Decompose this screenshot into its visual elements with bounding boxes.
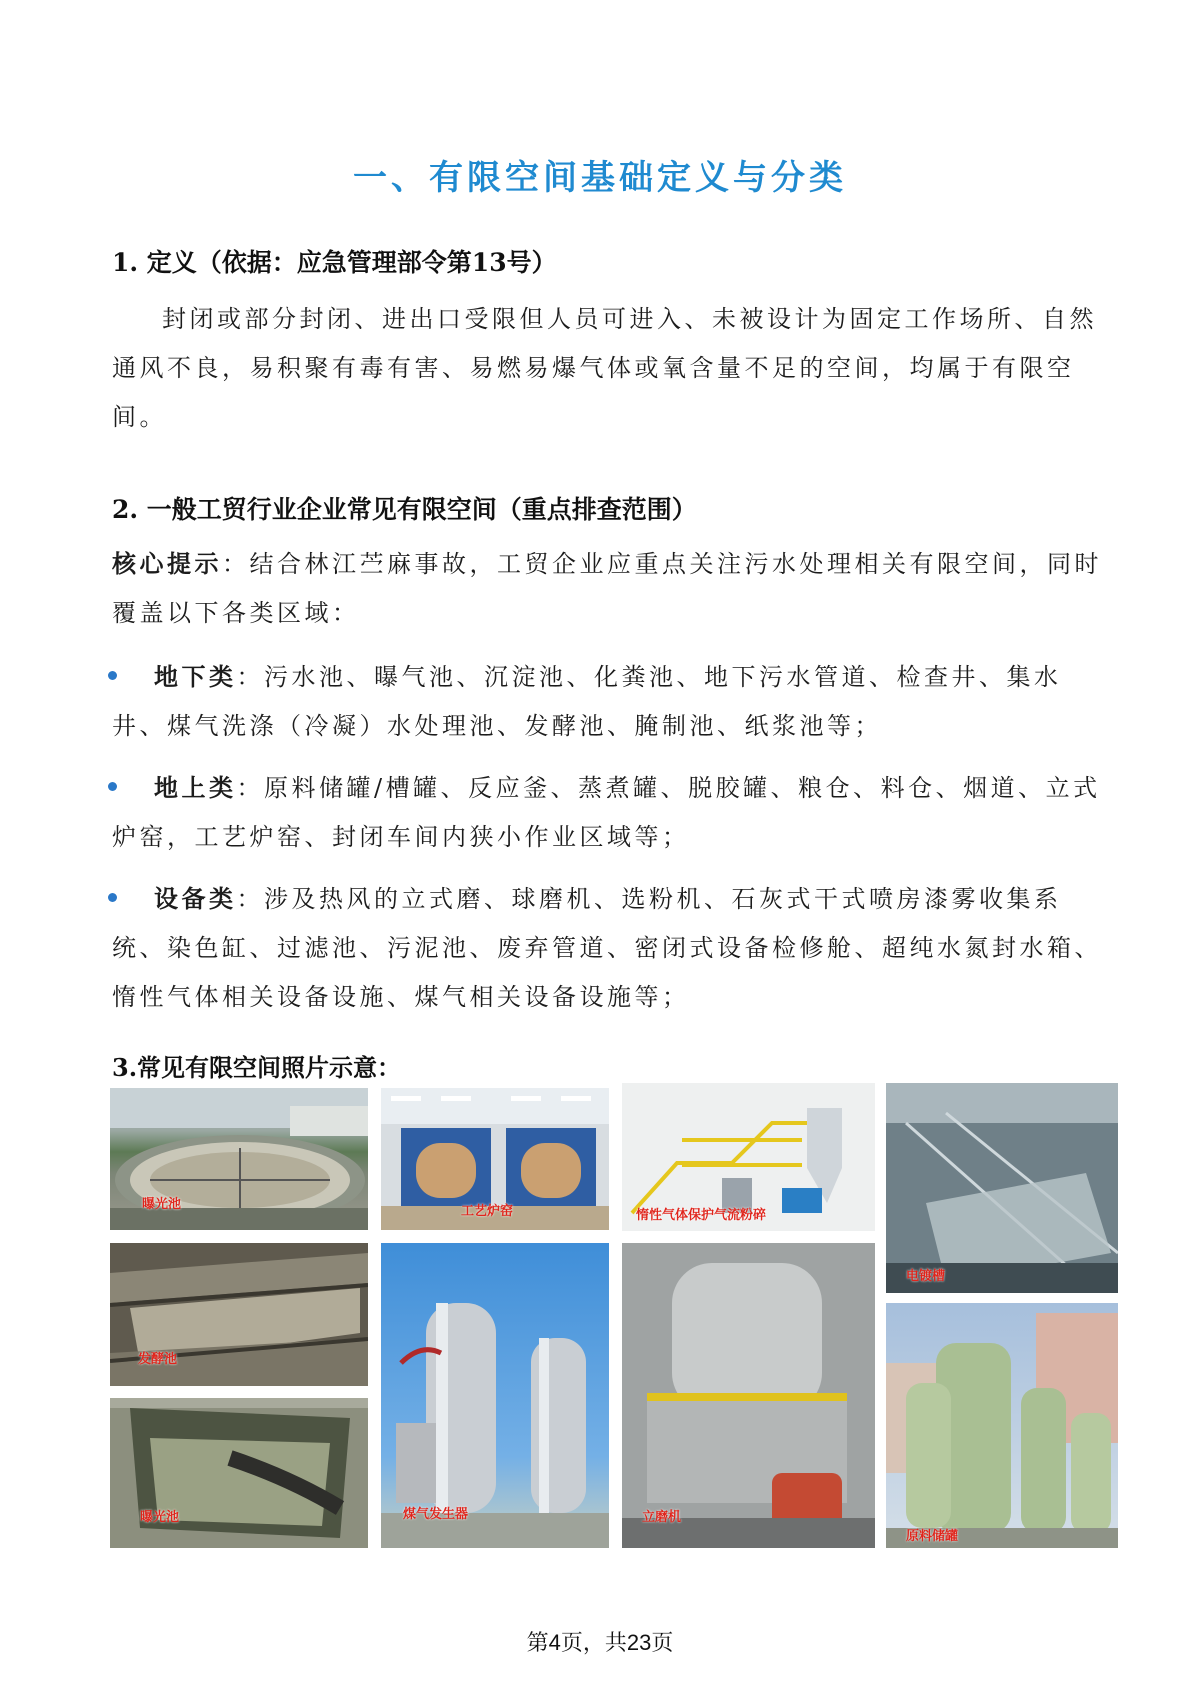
list-item-text: ：污水池、曝气池、沉淀池、化粪池、地下污水管道、检查井、集水井、煤气洗涤（冷凝）水处理池、发酵池、腌制池、纸浆池等； xyxy=(112,663,1062,740)
photo-caption: 惰性气体保护气流粉碎 xyxy=(636,1208,767,1223)
core-tip-text: ：结合林江苎麻事故，工贸企业应重点关注污水处理相关有限空间，同时覆盖以下各类区域： xyxy=(112,550,1102,627)
photo-electroplating-tank xyxy=(886,1083,1118,1293)
page-footer: 第4页，共23页 xyxy=(526,1630,674,1655)
core-tip-label: 核心提示 xyxy=(112,549,222,578)
list-item-label: 地下类 xyxy=(154,662,237,691)
list-item-label: 地上类 xyxy=(154,773,237,802)
photo-raw-material-tanks xyxy=(886,1303,1118,1548)
photo-caption: 曝光池 xyxy=(142,1197,182,1212)
vertical-mill-illustration xyxy=(622,1243,875,1548)
section1-heading: 1. 定义（依据：应急管理部令第13号） xyxy=(112,248,557,277)
section1-body: 封闭或部分封闭、进出口受限但人员可进入、未被设计为固定工作场所、自然通风不良，易积聚有毒有害、易燃易爆气体或氧含量不足的空间，均属于有限空间。 xyxy=(112,305,1097,431)
list-item-label: 设备类 xyxy=(154,884,237,913)
photo-exposure-pit xyxy=(110,1398,368,1548)
list-item-equipment xyxy=(112,874,1102,1022)
photo-caption: 原料储罐 xyxy=(906,1529,959,1544)
section2-heading: 2. 一般工贸行业企业常见有限空间（重点排查范围） xyxy=(112,495,697,524)
raw-material-tanks-illustration xyxy=(886,1303,1118,1548)
section3-heading: 3.常见有限空间照片示意： xyxy=(112,1053,402,1082)
photo-gas-generator xyxy=(381,1243,609,1548)
list-item-text: ：涉及热风的立式磨、球磨机、选粉机、石灰式干式喷房漆雾收集系统、染色缸、过滤池、污泥池、废弃管道、密闭式设备检修舱、超纯水氮封水箱、惰性气体相关设备设施、煤气相关设备设施等； xyxy=(112,885,1102,1011)
list-item-text: ：原料储罐/槽罐、反应釜、蒸煮罐、脱胶罐、粮仓、料仓、烟道、立式炉窑，工艺炉窑、封闭车间内狭小作业区域等； xyxy=(112,774,1101,851)
photo-caption: 曝光池 xyxy=(140,1510,180,1525)
page-title: 一、有限空间基础定义与分类 xyxy=(353,158,847,198)
photo-caption: 煤气发生器 xyxy=(403,1507,469,1522)
photo-caption: 工艺炉窑 xyxy=(461,1204,514,1219)
photo-aeration-tank xyxy=(110,1088,368,1230)
list-item-aboveground xyxy=(112,763,1102,862)
photo-jet-mill xyxy=(622,1083,875,1231)
photo-vertical-mill xyxy=(622,1243,875,1548)
photo-caption: 立磨机 xyxy=(642,1510,682,1525)
core-tip xyxy=(112,539,1102,638)
electroplating-tank-illustration xyxy=(886,1083,1118,1293)
photo-fermentation-tank xyxy=(110,1243,368,1386)
exposure-pit-illustration xyxy=(110,1398,368,1548)
photo-caption: 发酵池 xyxy=(138,1352,178,1367)
photo-process-kiln xyxy=(381,1088,609,1230)
photo-caption: 电镀槽 xyxy=(906,1269,946,1284)
list-item-underground xyxy=(112,652,1102,751)
